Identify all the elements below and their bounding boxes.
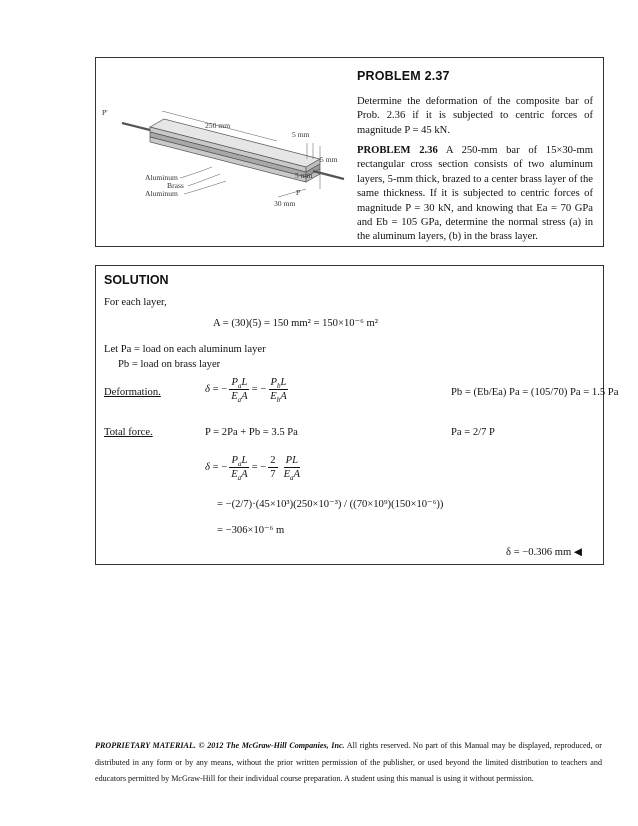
width-label: 30 mm: [274, 199, 296, 208]
p-prime-label: P': [102, 108, 108, 117]
solution-title: SOLUTION: [104, 273, 169, 287]
deformation-substitution: δ = − $\frac{P_aL}{E_aA}$ = − $\frac{2}{7}$ $\frac{PL}{E_aA}$: [205, 455, 301, 483]
composite-bar-figure: [102, 101, 352, 211]
footer-bold: PROPRIETARY MATERIAL. © 2012 The McGraw-Hill Companies, Inc.: [95, 741, 345, 750]
problem-box: [95, 57, 604, 247]
numeric-substitution: = −(2/7)·(45×10³)(250×10⁻³) / ((70×10⁹)(150×10⁻⁶)): [217, 499, 444, 510]
layer-label-top: Aluminum: [145, 173, 178, 182]
p-label: P: [296, 188, 301, 197]
thickness-label-3: 5 mm: [295, 171, 313, 180]
layer-label-middle: Brass: [167, 181, 184, 190]
thickness-label-1: 5 mm: [292, 130, 310, 139]
result-meters: = −306×10⁻⁶ m: [217, 525, 285, 536]
problem-statement: Determine the deformation of the composite bar of Prob. 2.36 if it is subjected to centric forces of magnitude P = 45 kN.: [357, 96, 593, 136]
load-definition-brass: Pb = load on brass layer: [118, 359, 221, 370]
footer-text: All rights reserved. No part of this Manual may be displayed, reproduced, or distributed in any form or by any means, without the prior written permission of the publisher, or used beyond the limited distribution to teachers and educators permitted by McGraw-Hill for their individual course preparation. A student using this manual is using it without permission.: [95, 741, 603, 783]
total-force-label: Total force.: [104, 427, 153, 438]
solution-box: [95, 265, 619, 565]
reference-title: PROBLEM 2.36: [357, 145, 438, 156]
answer-marker-icon: ◀: [573, 547, 583, 558]
area-equation: A = (30)(5) = 150 mm² = 150×10⁻⁶ m²: [213, 318, 378, 329]
length-label: 250 mm: [205, 121, 231, 130]
copyright-footer: [95, 738, 602, 788]
brass-load-relation: Pb = (Eb/Ea) Pa = (105/70) Pa = 1.5 Pa: [451, 387, 619, 398]
final-answer: [506, 546, 582, 558]
aluminum-load-result: Pa = 2/7 P: [451, 427, 495, 438]
deformation-label: Deformation.: [104, 387, 161, 398]
problem-title: PROBLEM 2.37: [357, 69, 450, 83]
left-rod: [122, 123, 154, 131]
layer-label-bottom: Aluminum: [145, 189, 178, 198]
deformation-equation: δ = − $\frac{P_aL}{E_aA}$ = − $\frac{P_bL}{E_bA}$: [205, 377, 287, 405]
reference-statement: A 250-mm bar of 15×30-mm rectangular cross section consists of two aluminum layers, 5-mm thick, brazed to a center brass layer of the same thickness. If it is subjected to centric forces of magnitude P = 30 kN, and knowing that Ea = 70 GPa and Eb = 105 GPa, determine the normal stress (a) in the aluminum layers, (b) in the brass layer.: [357, 145, 593, 243]
solution-intro: For each layer,: [104, 297, 167, 308]
load-definition-aluminum: Let Pa = load on each aluminum layer: [104, 344, 266, 355]
reference-problem: [357, 144, 593, 245]
total-force-equation: P = 2Pa + Pb = 3.5 Pa: [205, 427, 298, 438]
answer-value: δ = −0.306 mm: [506, 547, 572, 558]
thickness-label-2: 5 mm: [320, 155, 338, 164]
